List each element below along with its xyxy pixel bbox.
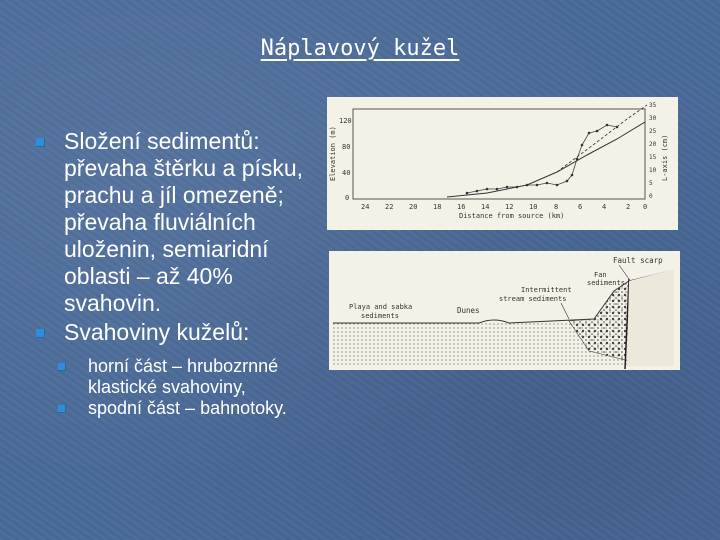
label-stream-sediments: stream sediments [499,295,567,303]
bullet-line: Složení sedimentů: [64,128,260,154]
bullet-marker [36,138,45,147]
x-tick: 6 [578,203,583,211]
bullet-line: horní část – hrubozrnné [88,356,279,376]
x-tick: 18 [433,203,442,211]
x-axis-label: Distance from source (km) [459,212,565,220]
y-right-tick: 30 [649,115,657,122]
elevation-line [447,122,645,197]
sub-bullet-lower [58,398,326,419]
sub-bullet-upper [58,356,326,398]
label-playa: Playa and sabka [349,303,413,311]
y-right-tick: 25 [649,128,657,135]
bullet-marker [58,363,66,371]
y-left-tick: 120 [339,117,352,125]
bullet-list [36,128,326,419]
bullet-marker [58,405,66,413]
trend-line [557,105,647,172]
fan-cross-section-figure [329,251,680,370]
bullet-line: převaha fluviálních [64,209,256,235]
y-right-tick: 20 [649,141,657,148]
x-tick: 0 [643,203,648,211]
grain-size-line [467,125,617,193]
y-right-tick: 10 [649,167,657,174]
x-tick: 10 [529,203,538,211]
bullet-line: prachu a jíl omezeně; [64,182,284,208]
label-playa-sediments: sediments [361,312,399,320]
x-tick: 20 [409,203,418,211]
x-tick: 4 [602,203,607,211]
label-dunes: Dunes [457,306,480,315]
x-tick: 24 [361,203,370,211]
x-tick: 2 [626,203,631,211]
x-tick: 14 [481,203,490,211]
bullet-line: klastické svahoviny, [88,377,246,397]
y-left-tick: 40 [342,169,351,177]
label-fan: Fan [594,271,607,279]
y-right-tick: 0 [649,193,653,200]
y-right-tick: 35 [649,102,657,109]
bullet-line: uloženin, semiaridní [64,236,269,262]
bedrock [627,269,674,366]
bullet-line: převaha štěrku a písku, [64,155,304,181]
y-right-tick: 5 [649,180,653,187]
label-intermittent: Intermittent [521,286,572,294]
bullet-sediments [36,128,326,317]
x-tick: 16 [457,203,466,211]
bullet-line: spodní část – bahnotoky. [88,398,287,418]
x-tick: 22 [385,203,394,211]
bullet-line: svahovin. [64,290,162,316]
x-tick: 12 [505,203,514,211]
bullet-line: Svahoviny kuželů: [64,319,250,345]
y-left-label: Elevation (m) [329,126,337,181]
y-right-tick: 15 [649,154,657,161]
label-fault-scarp: Fault scarp [613,256,663,265]
bullet-marker [36,329,45,338]
slide-title: Náplavový kužel [260,36,460,61]
bullet-line: oblasti – až 40% [64,263,233,289]
y-left-tick: 0 [345,194,350,202]
y-left-tick: 80 [342,143,351,151]
bullet-fan-slopes [36,319,326,346]
elevation-profile-figure [327,97,678,230]
label-sediments: sediments [587,279,625,287]
y-right-label: L-axis (cm) [661,134,669,181]
x-tick: 8 [554,203,559,211]
